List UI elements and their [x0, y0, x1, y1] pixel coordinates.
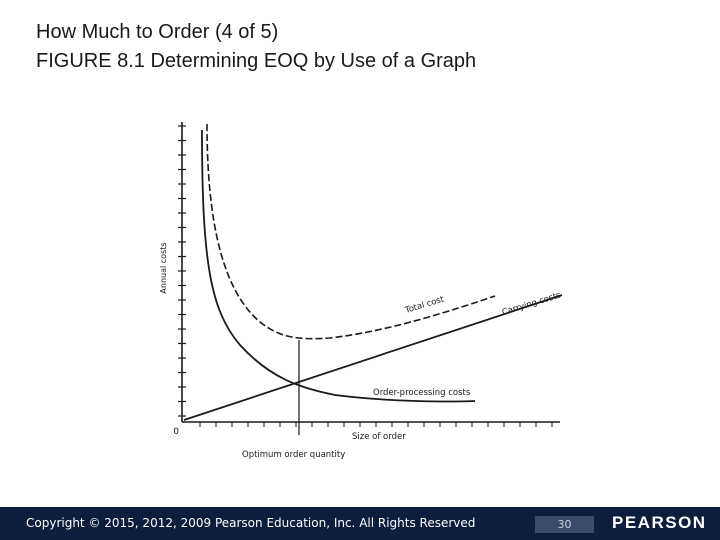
x-axis-label: Size of order [352, 432, 406, 442]
footer-bar [0, 507, 720, 540]
order-processing-cost-curve [202, 130, 475, 401]
pearson-logo: PEARSON [612, 513, 707, 532]
slide-title-line-1: How Much to Order (4 of 5) [36, 21, 279, 43]
eoq-figure [150, 110, 570, 470]
order-processing-costs-label: Order-processing costs [373, 388, 471, 398]
y-axis-ticks [178, 126, 186, 416]
total-cost-label: Total cost [403, 294, 446, 316]
page-number: 30 [535, 516, 594, 533]
slide-title [36, 18, 696, 76]
copyright-text: Copyright © 2015, 2012, 2009 Pearson Education, Inc. All Rights Reserved [26, 516, 476, 530]
optimum-quantity-label: Optimum order quantity [242, 450, 346, 460]
total-cost-curve [207, 124, 495, 339]
y-axis-label: Annual costs [159, 242, 168, 294]
origin-label: 0 [173, 427, 179, 437]
carrying-costs-label: Carrying costs [500, 290, 563, 318]
slide-title-line-2: FIGURE 8.1 Determining EOQ by Use of a Graph [36, 50, 477, 72]
eoq-graph [150, 110, 570, 470]
